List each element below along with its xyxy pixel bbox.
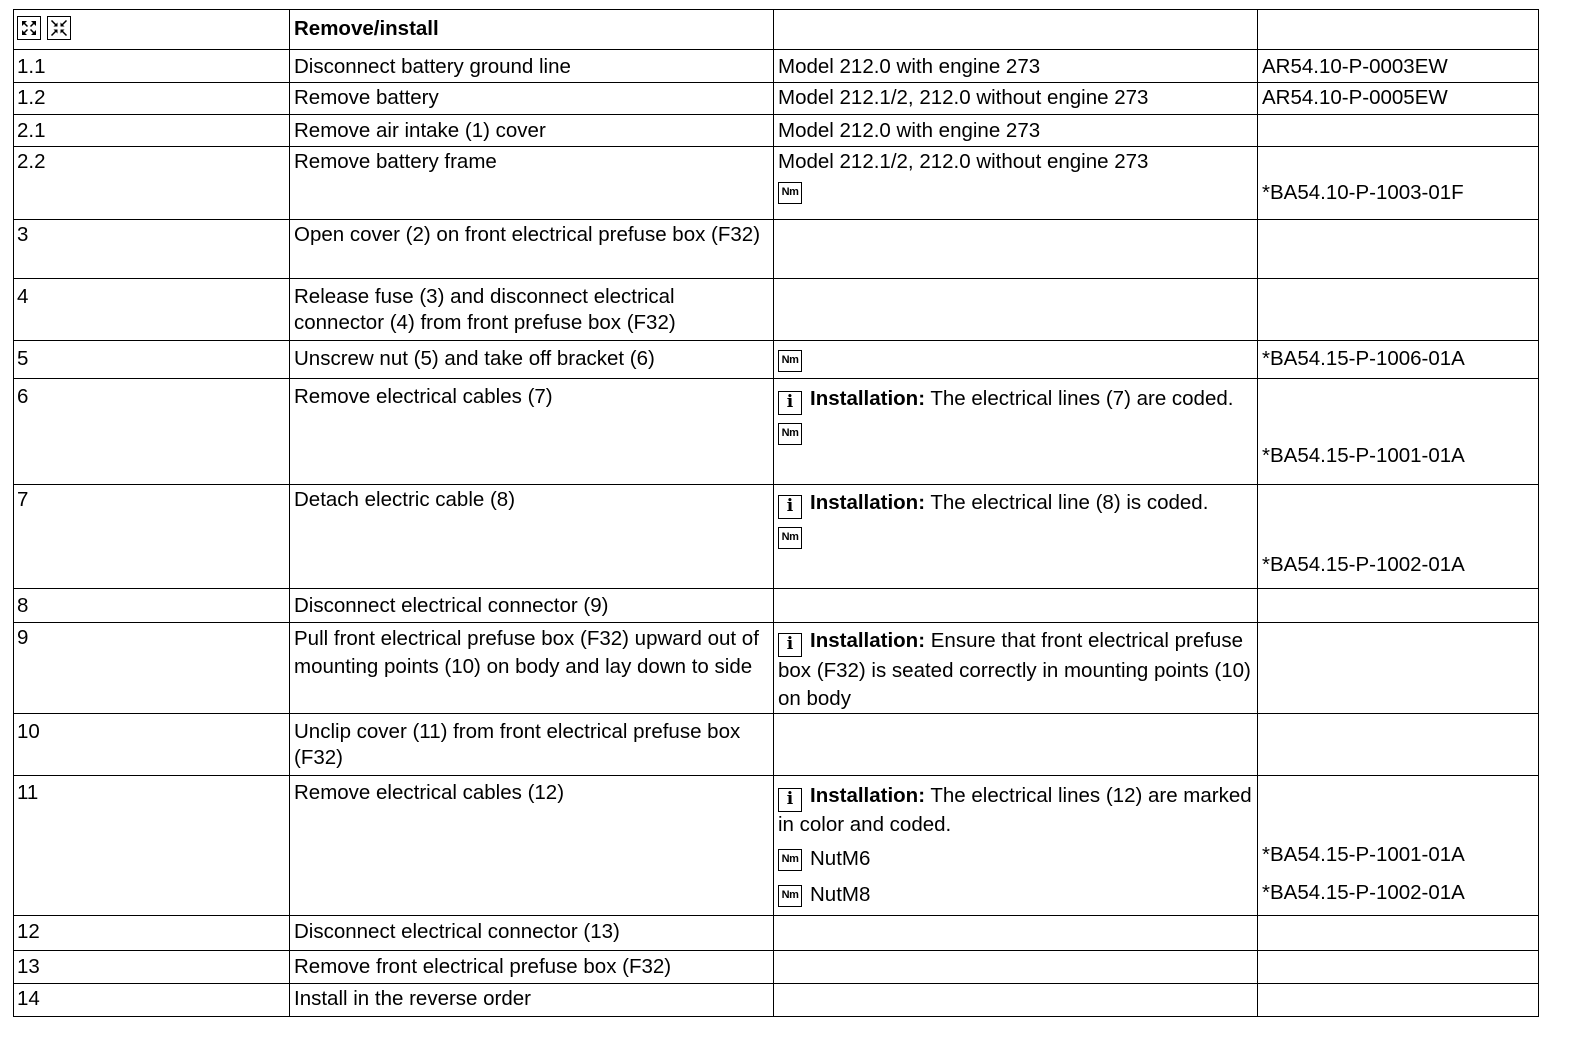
step-action: Disconnect electrical connector (9) [290, 589, 774, 623]
installation-note [778, 386, 1253, 415]
table-row [14, 951, 1539, 984]
reference-cell [1258, 776, 1539, 916]
step-action: Unclip cover (11) from front electrical prefuse box (F32) [290, 714, 774, 776]
header-title: Remove/install [290, 10, 774, 50]
header-empty-refs [1258, 10, 1539, 50]
installation-text: The electrical lines (7) are coded. [930, 387, 1234, 410]
reference-link[interactable]: *BA54.15-P-1001-01A [1262, 843, 1465, 866]
collapse-all-icon[interactable] [47, 16, 71, 40]
step-number: 9 [14, 623, 290, 714]
torque-nm-icon[interactable]: Nm [778, 182, 802, 204]
installation-text: The electrical lines (12) are marked in color and coded. [778, 784, 1252, 836]
step-number: 14 [14, 984, 290, 1017]
table-row [14, 714, 1539, 776]
step-notes-cell [774, 776, 1258, 916]
info-icon[interactable]: i [778, 391, 802, 415]
step-action: Disconnect electrical connector (13) [290, 916, 774, 951]
step-number: 1.1 [14, 50, 290, 83]
remove-install-table [13, 9, 1539, 1017]
empty-reference [1258, 115, 1539, 147]
header-icons-cell [14, 10, 290, 50]
step-number: 8 [14, 589, 290, 623]
step-number: 2.1 [14, 115, 290, 147]
step-action: Install in the reverse order [290, 984, 774, 1017]
reference-link[interactable]: *BA54.15-P-1002-01A [1262, 881, 1465, 904]
step-number: 13 [14, 951, 290, 984]
step-number: 1.2 [14, 83, 290, 115]
torque-nm-icon[interactable]: Nm [778, 350, 802, 372]
installation-text: Ensure that front electrical prefuse box (F32) is seated correctly in mounting points (10) on body [778, 629, 1251, 710]
empty-note [774, 220, 1258, 279]
step-action: Disconnect battery ground line [290, 50, 774, 83]
reference-link[interactable]: *BA54.15-P-1006-01A [1258, 341, 1539, 379]
step-action: Remove battery [290, 83, 774, 115]
step-number: 7 [14, 485, 290, 589]
reference-link[interactable]: AR54.10-P-0005EW [1258, 83, 1539, 115]
empty-reference [1258, 714, 1539, 776]
step-action: Remove front electrical prefuse box (F32) [290, 951, 774, 984]
table-row [14, 916, 1539, 951]
step-number: 6 [14, 379, 290, 485]
empty-note [774, 984, 1258, 1017]
reference-link[interactable]: *BA54.15-P-1001-01A [1258, 379, 1539, 485]
empty-reference [1258, 916, 1539, 951]
step-notes-cell [774, 379, 1258, 485]
info-icon[interactable]: i [778, 495, 802, 519]
table-row [14, 147, 1539, 220]
installation-text: The electrical line (8) is coded. [930, 491, 1209, 514]
installation-note [778, 627, 1253, 713]
table-header-row [14, 10, 1539, 50]
info-icon[interactable]: i [778, 788, 802, 812]
step-number: 12 [14, 916, 290, 951]
step-action: Remove battery frame [290, 147, 774, 220]
torque-nm-icon[interactable]: Nm [778, 885, 802, 907]
step-note: Model 212.0 with engine 273 [774, 115, 1258, 147]
step-note: Model 212.0 with engine 273 [774, 50, 1258, 83]
step-action: Unscrew nut (5) and take off bracket (6) [290, 341, 774, 379]
info-icon[interactable]: i [778, 633, 802, 657]
installation-label: Installation: [810, 491, 926, 514]
empty-reference [1258, 951, 1539, 984]
installation-label: Installation: [810, 784, 926, 807]
empty-reference [1258, 623, 1539, 714]
empty-reference [1258, 220, 1539, 279]
torque-label: NutM8 [810, 883, 871, 906]
step-action: Release fuse (3) and disconnect electrical connector (4) from front prefuse box (F32) [290, 279, 774, 341]
torque-label: NutM6 [810, 847, 871, 870]
step-notes-cell [774, 485, 1258, 589]
installation-note [778, 783, 1253, 838]
torque-nm-icon[interactable]: Nm [778, 849, 802, 871]
empty-reference [1258, 984, 1539, 1017]
step-number: 10 [14, 714, 290, 776]
step-action: Remove air intake (1) cover [290, 115, 774, 147]
table-row [14, 589, 1539, 623]
installation-label: Installation: [810, 629, 926, 652]
step-notes-cell [774, 147, 1258, 220]
table-row [14, 50, 1539, 83]
empty-note [774, 589, 1258, 623]
step-action: Open cover (2) on front electrical prefuse box (F32) [290, 220, 774, 279]
step-note: Model 212.1/2, 212.0 without engine 273 [774, 83, 1258, 115]
table-row [14, 341, 1539, 379]
empty-note [774, 916, 1258, 951]
step-action: Remove electrical cables (12) [290, 776, 774, 916]
torque-nm-icon[interactable]: Nm [778, 527, 802, 549]
reference-link[interactable]: *BA54.15-P-1002-01A [1258, 485, 1539, 589]
header-empty-notes [774, 10, 1258, 50]
step-notes-cell [774, 623, 1258, 714]
step-note: Model 212.1/2, 212.0 without engine 273 [778, 150, 1149, 173]
table-row [14, 379, 1539, 485]
empty-note [774, 951, 1258, 984]
installation-note [778, 490, 1253, 519]
expand-all-icon[interactable] [17, 16, 41, 40]
step-action: Detach electric cable (8) [290, 485, 774, 589]
step-notes-cell [774, 341, 1258, 379]
empty-note [774, 279, 1258, 341]
step-number: 4 [14, 279, 290, 341]
table-row [14, 776, 1539, 916]
empty-note [774, 714, 1258, 776]
table-row [14, 485, 1539, 589]
table-row [14, 115, 1539, 147]
installation-label: Installation: [810, 387, 926, 410]
step-number: 3 [14, 220, 290, 279]
table-row [14, 623, 1539, 714]
table-row [14, 279, 1539, 341]
step-number: 11 [14, 776, 290, 916]
step-number: 5 [14, 341, 290, 379]
step-number: 2.2 [14, 147, 290, 220]
table-row [14, 984, 1539, 1017]
empty-reference [1258, 589, 1539, 623]
reference-link[interactable]: *BA54.10-P-1003-01F [1258, 147, 1539, 220]
step-action: Remove electrical cables (7) [290, 379, 774, 485]
table-row [14, 220, 1539, 279]
empty-reference [1258, 279, 1539, 341]
step-action: Pull front electrical prefuse box (F32) upward out of mounting points (10) on body and lay down to side [290, 623, 774, 714]
torque-nm-icon[interactable]: Nm [778, 423, 802, 445]
reference-link[interactable]: AR54.10-P-0003EW [1258, 50, 1539, 83]
table-row [14, 83, 1539, 115]
